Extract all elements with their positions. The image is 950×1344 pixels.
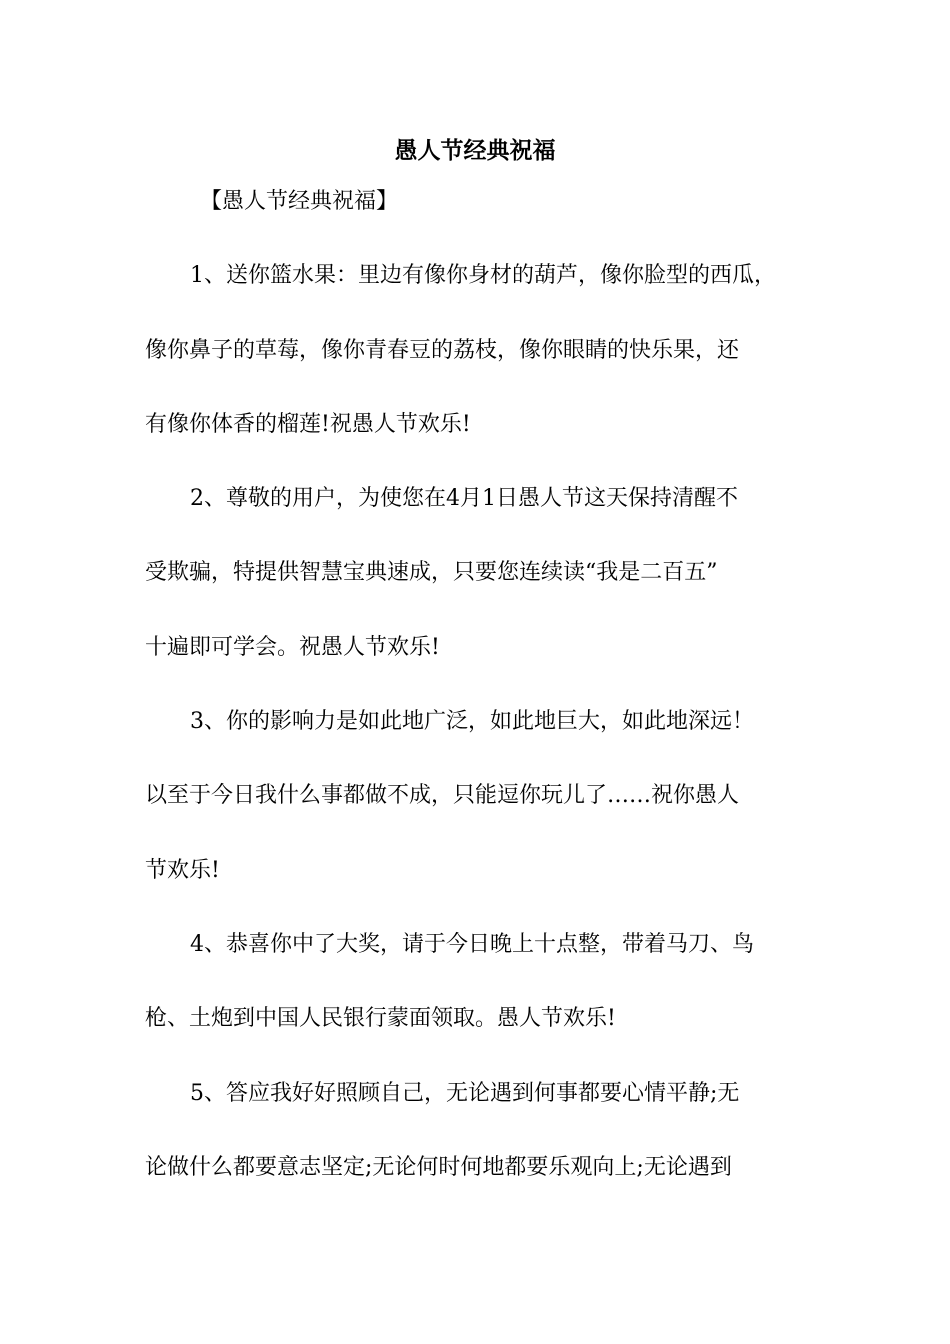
section-heading: 【愚人节经典祝福】 [200, 189, 399, 214]
paragraph-line: 枪、土炮到中国人民银行蒙面领取。愚人节欢乐! [145, 1006, 616, 1031]
paragraph-line: 1、送你篮水果：里边有像你身材的葫芦，像你脸型的西瓜， [190, 263, 776, 288]
paragraph-line: 十遍即可学会。祝愚人节欢乐! [145, 635, 440, 660]
paragraph-line: 节欢乐! [145, 858, 220, 883]
paragraph-line: 论做什么都要意志坚定;无论何时何地都要乐观向上;无论遇到 [145, 1155, 732, 1180]
paragraph-line: 3、你的影响力是如此地广泛，如此地巨大，如此地深远！ [190, 709, 754, 734]
paragraph-line: 5、答应我好好照顾自己，无论遇到何事都要心情平静;无 [190, 1081, 740, 1106]
paragraph-line: 4、恭喜你中了大奖，请于今日晚上十点整，带着马刀、鸟 [190, 932, 754, 957]
paragraph-line: 有像你体香的榴莲!祝愚人节欢乐! [145, 412, 471, 437]
paragraph-line: 2、尊敬的用户，为使您在4月1日愚人节这天保持清醒不 [190, 486, 738, 511]
paragraph-line: 受欺骗，特提供智慧宝典速成，只要您连续读“我是二百五” [145, 560, 718, 585]
paragraph-line: 以至于今日我什么事都做不成，只能逗你玩儿了……祝你愚人 [145, 783, 740, 808]
paragraph-line: 像你鼻子的草莓，像你青春豆的荔枝，像你眼睛的快乐果，还 [145, 338, 740, 363]
document-title: 愚人节经典祝福 [394, 137, 556, 164]
